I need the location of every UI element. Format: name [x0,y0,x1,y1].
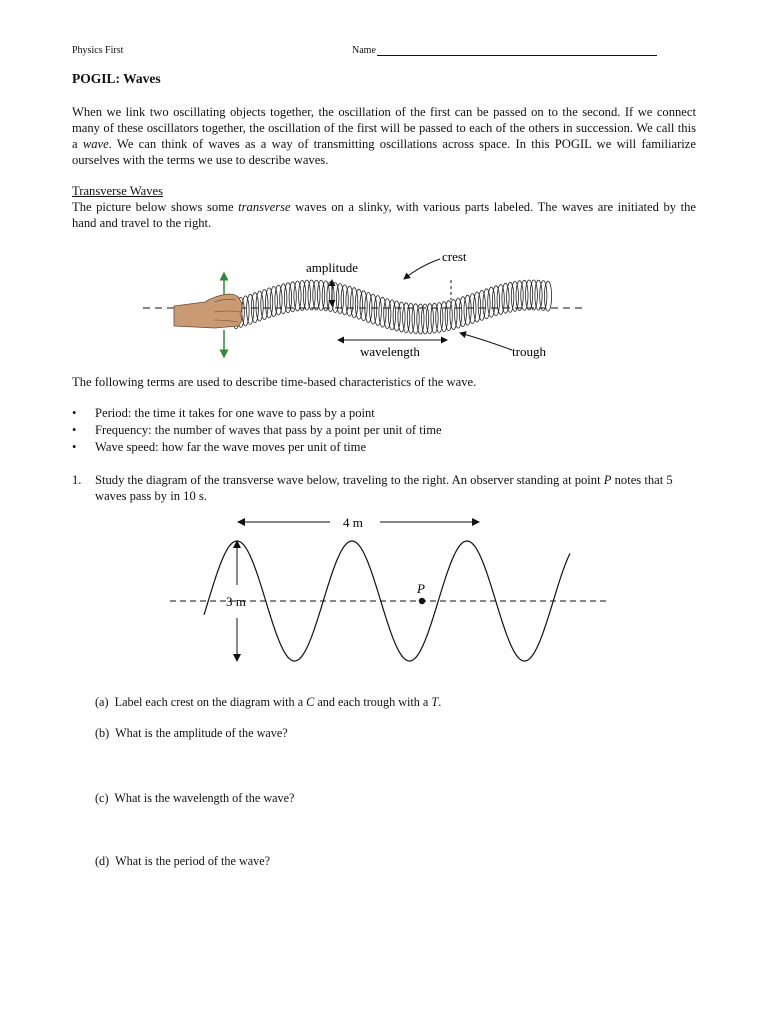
slinky-coils [232,280,551,334]
subquestion-label: (b) [95,726,110,740]
transverse-text-2: waves on a slinky, with various parts labeled. The waves are initiated by the hand and travel to the right. [72,200,696,230]
subquestion-text: and each trough with a [314,695,432,709]
list-item: • Period: the time it takes for one wave to pass by a point [72,405,442,422]
crest-letter: C [306,695,315,709]
intro-paragraph [72,104,696,168]
subquestion-a [95,695,441,710]
wave-diagram[interactable] [0,505,768,675]
subquestion-text: Label each crest on the diagram with a [114,695,307,709]
terms-list [72,405,442,456]
name-blank-line[interactable] [377,45,657,56]
subquestion-text: What is the period of the wave? [115,854,271,868]
subquestion-label: (c) [95,791,109,805]
subquestion-d [95,854,270,869]
subquestion-label: (a) [95,695,109,709]
list-item: • Frequency: the number of waves that pass by a point per unit of time [72,422,442,439]
subquestion-text: . [438,695,442,709]
wavelength-label-4m: 4 m [343,515,363,530]
label-trough: trough [512,344,546,359]
list-item: • Wave speed: how far the wave moves per unit of time [72,439,442,456]
name-label: Name [352,45,376,56]
subquestion-text: What is the amplitude of the wave? [115,726,288,740]
slinky-coil [544,281,551,311]
subquestion-c [95,791,294,806]
label-amplitude: amplitude [306,260,358,275]
point-p-dot[interactable] [419,598,425,604]
name-field[interactable] [352,45,657,56]
crest-pointer-arrow [404,259,440,279]
hand-icon [174,294,242,328]
course-name: Physics First [72,45,124,56]
trough-letter: T [431,695,439,709]
question-1 [72,472,696,504]
label-wavelength: wavelength [360,344,420,359]
subquestion-label: (d) [95,854,110,868]
slinky-diagram [0,240,768,365]
transverse-text-1: The picture below shows some [72,200,239,214]
transverse-description [72,199,696,231]
intro-text-1: When we link two oscillating objects together, the oscillation of the first can be passed on to the second. If we connect many of these oscillators together, the oscillation of the first will be passed to each of the others in succession. We call this a [72,105,696,151]
transverse-italic: transverse [238,200,291,214]
intro-text-2: . We can think of waves as a way of transmitting oscillations across space. In this POGIL we will familiarize ourselves with the terms we use to describe waves. [72,137,696,167]
question-point-p: P [603,473,612,487]
intro-wave-word: wave [82,137,109,151]
question-text-1: Study the diagram of the transverse wave below, traveling to the right. An observer standing at point [95,473,604,487]
label-crest: crest [442,249,467,264]
page-title: POGIL: Waves [72,71,161,86]
height-label-3m: 3 m [226,594,246,609]
point-p-label: P [417,581,425,596]
subquestion-b [95,726,288,741]
section-heading-transverse: Transverse Waves [72,184,163,198]
question-text-2: notes that 5 waves pass by in 10 s. [95,473,673,503]
terms-intro: The following terms are used to describe time-based characteristics of the wave. [72,375,477,389]
subquestion-text: What is the wavelength of the wave? [114,791,295,805]
question-number: 1. [72,473,82,487]
trough-pointer-arrow [460,333,512,350]
